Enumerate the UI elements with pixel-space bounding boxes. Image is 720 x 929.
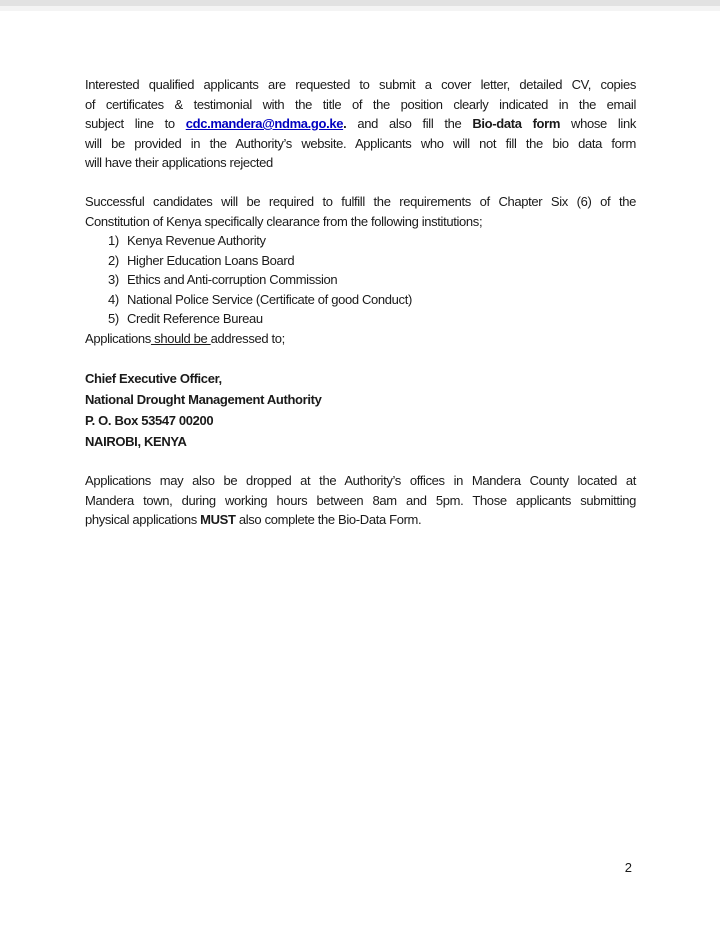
- list-item-label: National Police Service (Certificate of good Conduct): [127, 291, 412, 307]
- biodata-form-bold: Bio-data form: [472, 116, 561, 131]
- paragraph-submission-instructions: [85, 75, 636, 173]
- text-line: will be provided in the Authority’s website. Applicants who will not fill the bio data form: [85, 135, 636, 151]
- text-segment: Applications: [85, 330, 151, 346]
- list-item-label: Credit Reference Bureau: [127, 311, 263, 326]
- email-link[interactable]: cdc.mandera@ndma.go.ke: [185, 116, 344, 131]
- list-item-number: 3): [108, 272, 119, 287]
- addressed-to-line: [85, 329, 636, 349]
- text-segment: subject line to: [85, 116, 186, 131]
- list-item: [85, 251, 636, 271]
- scan-edge-light: [0, 6, 720, 11]
- text-segment: and also fill the: [346, 116, 473, 131]
- text-line: Mandera town, during working hours between 8am and 5pm. Those applicants submitting: [85, 492, 636, 508]
- text-line: of certificates & testimonial with the title of the position clearly indicated in the email: [85, 96, 636, 112]
- list-item: [85, 290, 636, 310]
- text-segment: whose link: [560, 116, 636, 131]
- list-item-number: 5): [108, 311, 119, 326]
- text-segment: also complete the Bio-Data Form.: [235, 512, 422, 527]
- text-line: Interested qualified applicants are requested to submit a cover letter, detailed CV, copies: [85, 77, 636, 92]
- paragraph-clearance-requirements: [85, 192, 636, 329]
- address-line-po-box: P. O. Box 53547 00200: [85, 412, 214, 428]
- underlined-segment: should be: [150, 330, 211, 346]
- list-item-label: Higher Education Loans Board: [127, 252, 295, 268]
- list-item-number: 2): [108, 252, 119, 268]
- text-line: Applications may also be dropped at the Authority’s offices in Mandera County located at: [85, 473, 636, 488]
- text-line: Successful candidates will be required to fulfill the requirements of Chapter Six (6) of the: [85, 194, 636, 209]
- list-item: [85, 270, 636, 290]
- text-segment: addressed to;: [210, 330, 285, 346]
- text-line: [85, 114, 636, 134]
- address-line-organization: National Drought Management Authority: [85, 391, 322, 407]
- text-segment: physical applications: [85, 512, 201, 527]
- text-line: Constitution of Kenya specifically clearance from the following institutions;: [85, 213, 483, 229]
- list-item-label: Kenya Revenue Authority: [127, 233, 266, 248]
- text-segment: .: [343, 116, 347, 131]
- list-item-number: 1): [108, 233, 119, 248]
- list-item: [85, 309, 636, 329]
- list-item: [85, 231, 636, 251]
- must-bold: MUST: [200, 512, 236, 527]
- address-line-recipient: Chief Executive Officer,: [85, 370, 222, 386]
- page-number: 2: [624, 860, 632, 875]
- document-page: [85, 75, 636, 530]
- paragraph-physical-applications: [85, 471, 636, 530]
- address-block: [85, 368, 636, 452]
- address-line-city: NAIROBI, KENYA: [85, 433, 187, 449]
- text-line: [85, 510, 636, 530]
- text-line: will have their applications rejected: [85, 155, 273, 170]
- list-item-label: Ethics and Anti-corruption Commission: [127, 272, 338, 287]
- clearance-list: [85, 231, 636, 329]
- list-item-number: 4): [108, 291, 119, 307]
